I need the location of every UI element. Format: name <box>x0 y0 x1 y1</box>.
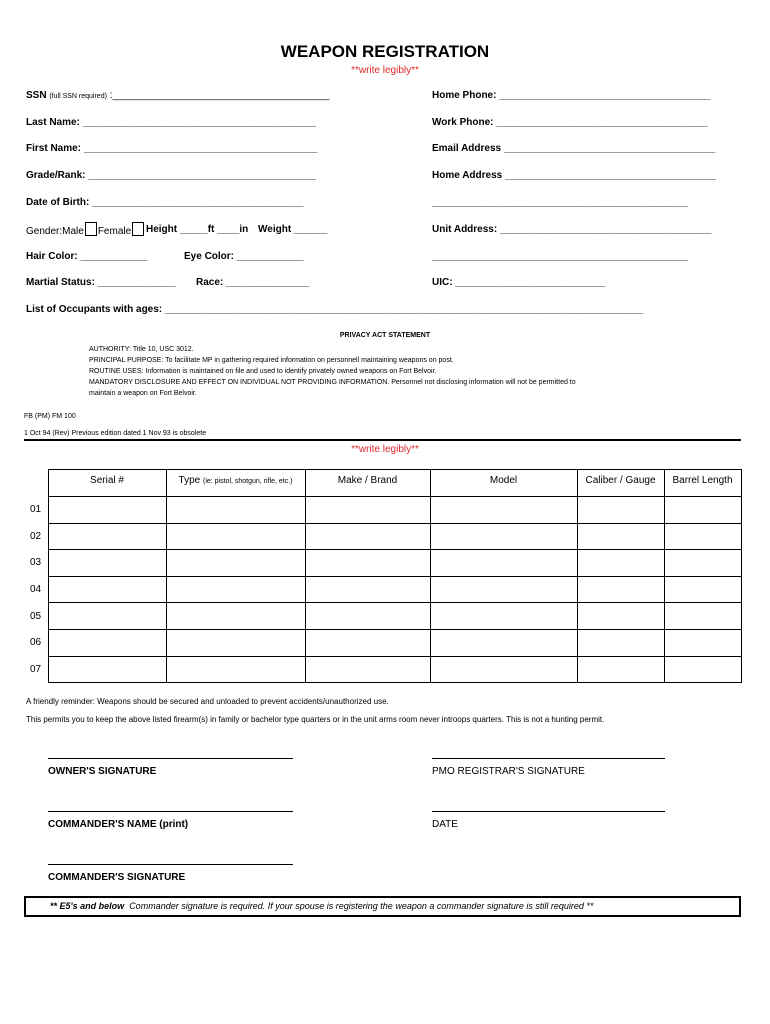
first-name-field[interactable]: First Name: __________________________________________ <box>26 143 318 154</box>
row-number: 06 <box>30 637 42 649</box>
caliber-cell[interactable] <box>577 656 664 683</box>
eye-color-field[interactable]: Eye Color: ____________ <box>184 251 304 262</box>
make-cell[interactable] <box>305 603 430 630</box>
male-label: Male <box>62 226 84 237</box>
barrel-length-header: Barrel Length <box>664 470 741 497</box>
model-cell[interactable] <box>430 656 577 683</box>
caliber-cell[interactable] <box>577 603 664 630</box>
barrel-cell[interactable] <box>664 576 741 603</box>
form-number: FB (PM) FM 100 <box>24 413 76 420</box>
table-row <box>24 603 741 630</box>
home-address-field[interactable]: Home Address ______________________________________ <box>432 170 717 181</box>
model-header: Model <box>430 470 577 497</box>
barrel-cell[interactable] <box>664 656 741 683</box>
unit-address-field[interactable]: Unit Address: ______________________________________ <box>432 224 712 235</box>
table-row <box>24 576 741 603</box>
ssn-label: SSN <box>26 90 47 101</box>
type-header-note: (ie: pistol, shotgun, rifle, etc.) <box>202 478 293 485</box>
privacy-line: maintain a weapon on Fort Belvoir. <box>89 390 197 397</box>
make-cell[interactable] <box>305 576 430 603</box>
type-cell[interactable] <box>166 523 305 550</box>
date-label: DATE <box>432 819 458 830</box>
serial-header: Serial # <box>48 470 166 497</box>
caliber-cell[interactable] <box>577 576 664 603</box>
footer-notice-text: Commander signature is required. If your spouse is registering the weapon a commander signature is still required ** <box>129 901 594 911</box>
caliber-cell[interactable] <box>577 497 664 524</box>
barrel-cell[interactable] <box>664 523 741 550</box>
uic-field[interactable]: UIC: ___________________________ <box>432 277 606 288</box>
make-header: Make / Brand <box>305 470 430 497</box>
hair-color-field[interactable]: Hair Color: ____________ <box>26 251 148 262</box>
permit-note: This permits you to keep the above listed firearm(s) in family or bachelor type quarters or in the unit arms room never introops quarters. This is not a hunting permit. <box>26 715 605 724</box>
section-divider <box>24 439 741 441</box>
row-number: 02 <box>30 530 42 542</box>
owner-signature-label: OWNER'S SIGNATURE <box>48 766 157 777</box>
table-row <box>24 629 741 656</box>
type-cell[interactable] <box>166 550 305 577</box>
female-checkbox[interactable] <box>132 222 144 236</box>
make-cell[interactable] <box>305 656 430 683</box>
privacy-act-statement <box>89 344 576 399</box>
privacy-line: ROUTINE USES: Information is maintained on file and used to identify privately owned weapons on Fort Belvoir. <box>89 368 437 375</box>
make-cell[interactable] <box>305 629 430 656</box>
type-cell[interactable] <box>166 497 305 524</box>
email-field[interactable]: Email Address ______________________________________ <box>432 143 716 154</box>
write-legibly-note: **write legibly** <box>351 65 419 76</box>
ssn-note: (full SSN required) <box>49 93 107 100</box>
model-cell[interactable] <box>430 603 577 630</box>
type-header-label: Type <box>178 475 201 486</box>
caliber-header: Caliber / Gauge <box>577 470 664 497</box>
male-checkbox[interactable] <box>85 222 97 236</box>
model-cell[interactable] <box>430 629 577 656</box>
footer-notice-bold: ** E5's and below <box>50 901 125 911</box>
ssn-field[interactable] <box>26 90 329 101</box>
form-title: WEAPON REGISTRATION <box>280 42 490 61</box>
gender-field <box>26 222 145 237</box>
type-header <box>166 470 305 497</box>
last-name-field[interactable]: Last Name: __________________________________________ <box>26 117 317 128</box>
serial-cell[interactable] <box>48 629 166 656</box>
table-header-row <box>24 470 741 497</box>
serial-cell[interactable] <box>48 550 166 577</box>
commander-signature-line[interactable] <box>48 864 293 865</box>
work-phone-field[interactable]: Work Phone: ______________________________________ <box>432 117 708 128</box>
ssn-line: :_______________________________________ <box>109 90 330 101</box>
type-cell[interactable] <box>166 576 305 603</box>
table-row <box>24 497 741 524</box>
row-number: 04 <box>30 584 42 596</box>
race-field[interactable]: Race: _______________ <box>196 277 310 288</box>
registrar-signature-label: PMO REGISTRAR'S SIGNATURE <box>432 766 585 777</box>
serial-cell[interactable] <box>48 523 166 550</box>
barrel-cell[interactable] <box>664 550 741 577</box>
table-row <box>24 523 741 550</box>
home-address-line2[interactable]: ______________________________________________ <box>432 197 688 208</box>
unit-address-line2[interactable]: ______________________________________________ <box>432 251 688 262</box>
model-cell[interactable] <box>430 576 577 603</box>
height-field[interactable]: Height _____ft ____in <box>146 224 249 235</box>
type-cell[interactable] <box>166 629 305 656</box>
registrar-signature-line[interactable] <box>432 758 665 759</box>
barrel-cell[interactable] <box>664 629 741 656</box>
row-number: 05 <box>30 610 42 622</box>
write-legibly-table-note: **write legibly** <box>351 444 419 455</box>
type-cell[interactable] <box>166 656 305 683</box>
date-of-birth-field[interactable]: Date of Birth: ______________________________________ <box>26 197 304 208</box>
weapons-table <box>24 469 742 683</box>
weight-field[interactable]: Weight ______ <box>258 224 328 235</box>
serial-cell[interactable] <box>48 576 166 603</box>
caliber-cell[interactable] <box>577 523 664 550</box>
model-cell[interactable] <box>430 497 577 524</box>
make-cell[interactable] <box>305 523 430 550</box>
edition-note: 1 Oct 94 (Rev) Previous edition dated 1 Nov 93 is obsolete <box>24 430 207 437</box>
privacy-act-title: PRIVACY ACT STATEMENT <box>339 332 431 339</box>
gender-label: Gender: <box>26 226 63 237</box>
commander-signature-label: COMMANDER'S SIGNATURE <box>48 872 186 883</box>
make-cell[interactable] <box>305 550 430 577</box>
marital-status-field[interactable]: Martial Status: ______________ <box>26 277 176 288</box>
grade-rank-field[interactable]: Grade/Rank: _________________________________________ <box>26 170 317 181</box>
reminder-note: A friendly reminder: Weapons should be secured and unloaded to prevent accidents/unauthorized use. <box>26 697 389 706</box>
serial-cell[interactable] <box>48 656 166 683</box>
barrel-cell[interactable] <box>664 603 741 630</box>
privacy-line: MANDATORY DISCLOSURE AND EFFECT ON INDIVIDUAL NOT PROVIDING INFORMATION. Personnel not disclosing information will not be permitted to <box>89 379 576 386</box>
make-cell[interactable] <box>305 497 430 524</box>
model-cell[interactable] <box>430 523 577 550</box>
privacy-line: AUTHORITY: Title 10, USC 3012. <box>89 346 194 353</box>
row-number: 03 <box>30 557 42 569</box>
model-cell[interactable] <box>430 550 577 577</box>
row-number: 07 <box>30 663 42 675</box>
serial-cell[interactable] <box>48 603 166 630</box>
caliber-cell[interactable] <box>577 629 664 656</box>
date-line[interactable] <box>432 811 665 812</box>
commander-name-line[interactable] <box>48 811 293 812</box>
occupants-field[interactable]: List of Occupants with ages: ______________________________________________________________________________________ <box>26 304 644 315</box>
home-phone-field[interactable]: Home Phone: ______________________________________ <box>432 90 711 101</box>
female-label: Female <box>97 226 132 237</box>
caliber-cell[interactable] <box>577 550 664 577</box>
type-cell[interactable] <box>166 603 305 630</box>
serial-cell[interactable] <box>48 497 166 524</box>
privacy-line: PRINCIPAL PURPOSE: To facilitate MP in gathering required information on personnell maintaining weapons on post. <box>89 357 454 364</box>
table-row <box>24 550 741 577</box>
footer-notice <box>24 896 741 917</box>
row-number: 01 <box>30 504 42 516</box>
table-row <box>24 656 741 683</box>
owner-signature-line[interactable] <box>48 758 293 759</box>
barrel-cell[interactable] <box>664 497 741 524</box>
commander-name-label: COMMANDER'S NAME (print) <box>48 819 189 830</box>
